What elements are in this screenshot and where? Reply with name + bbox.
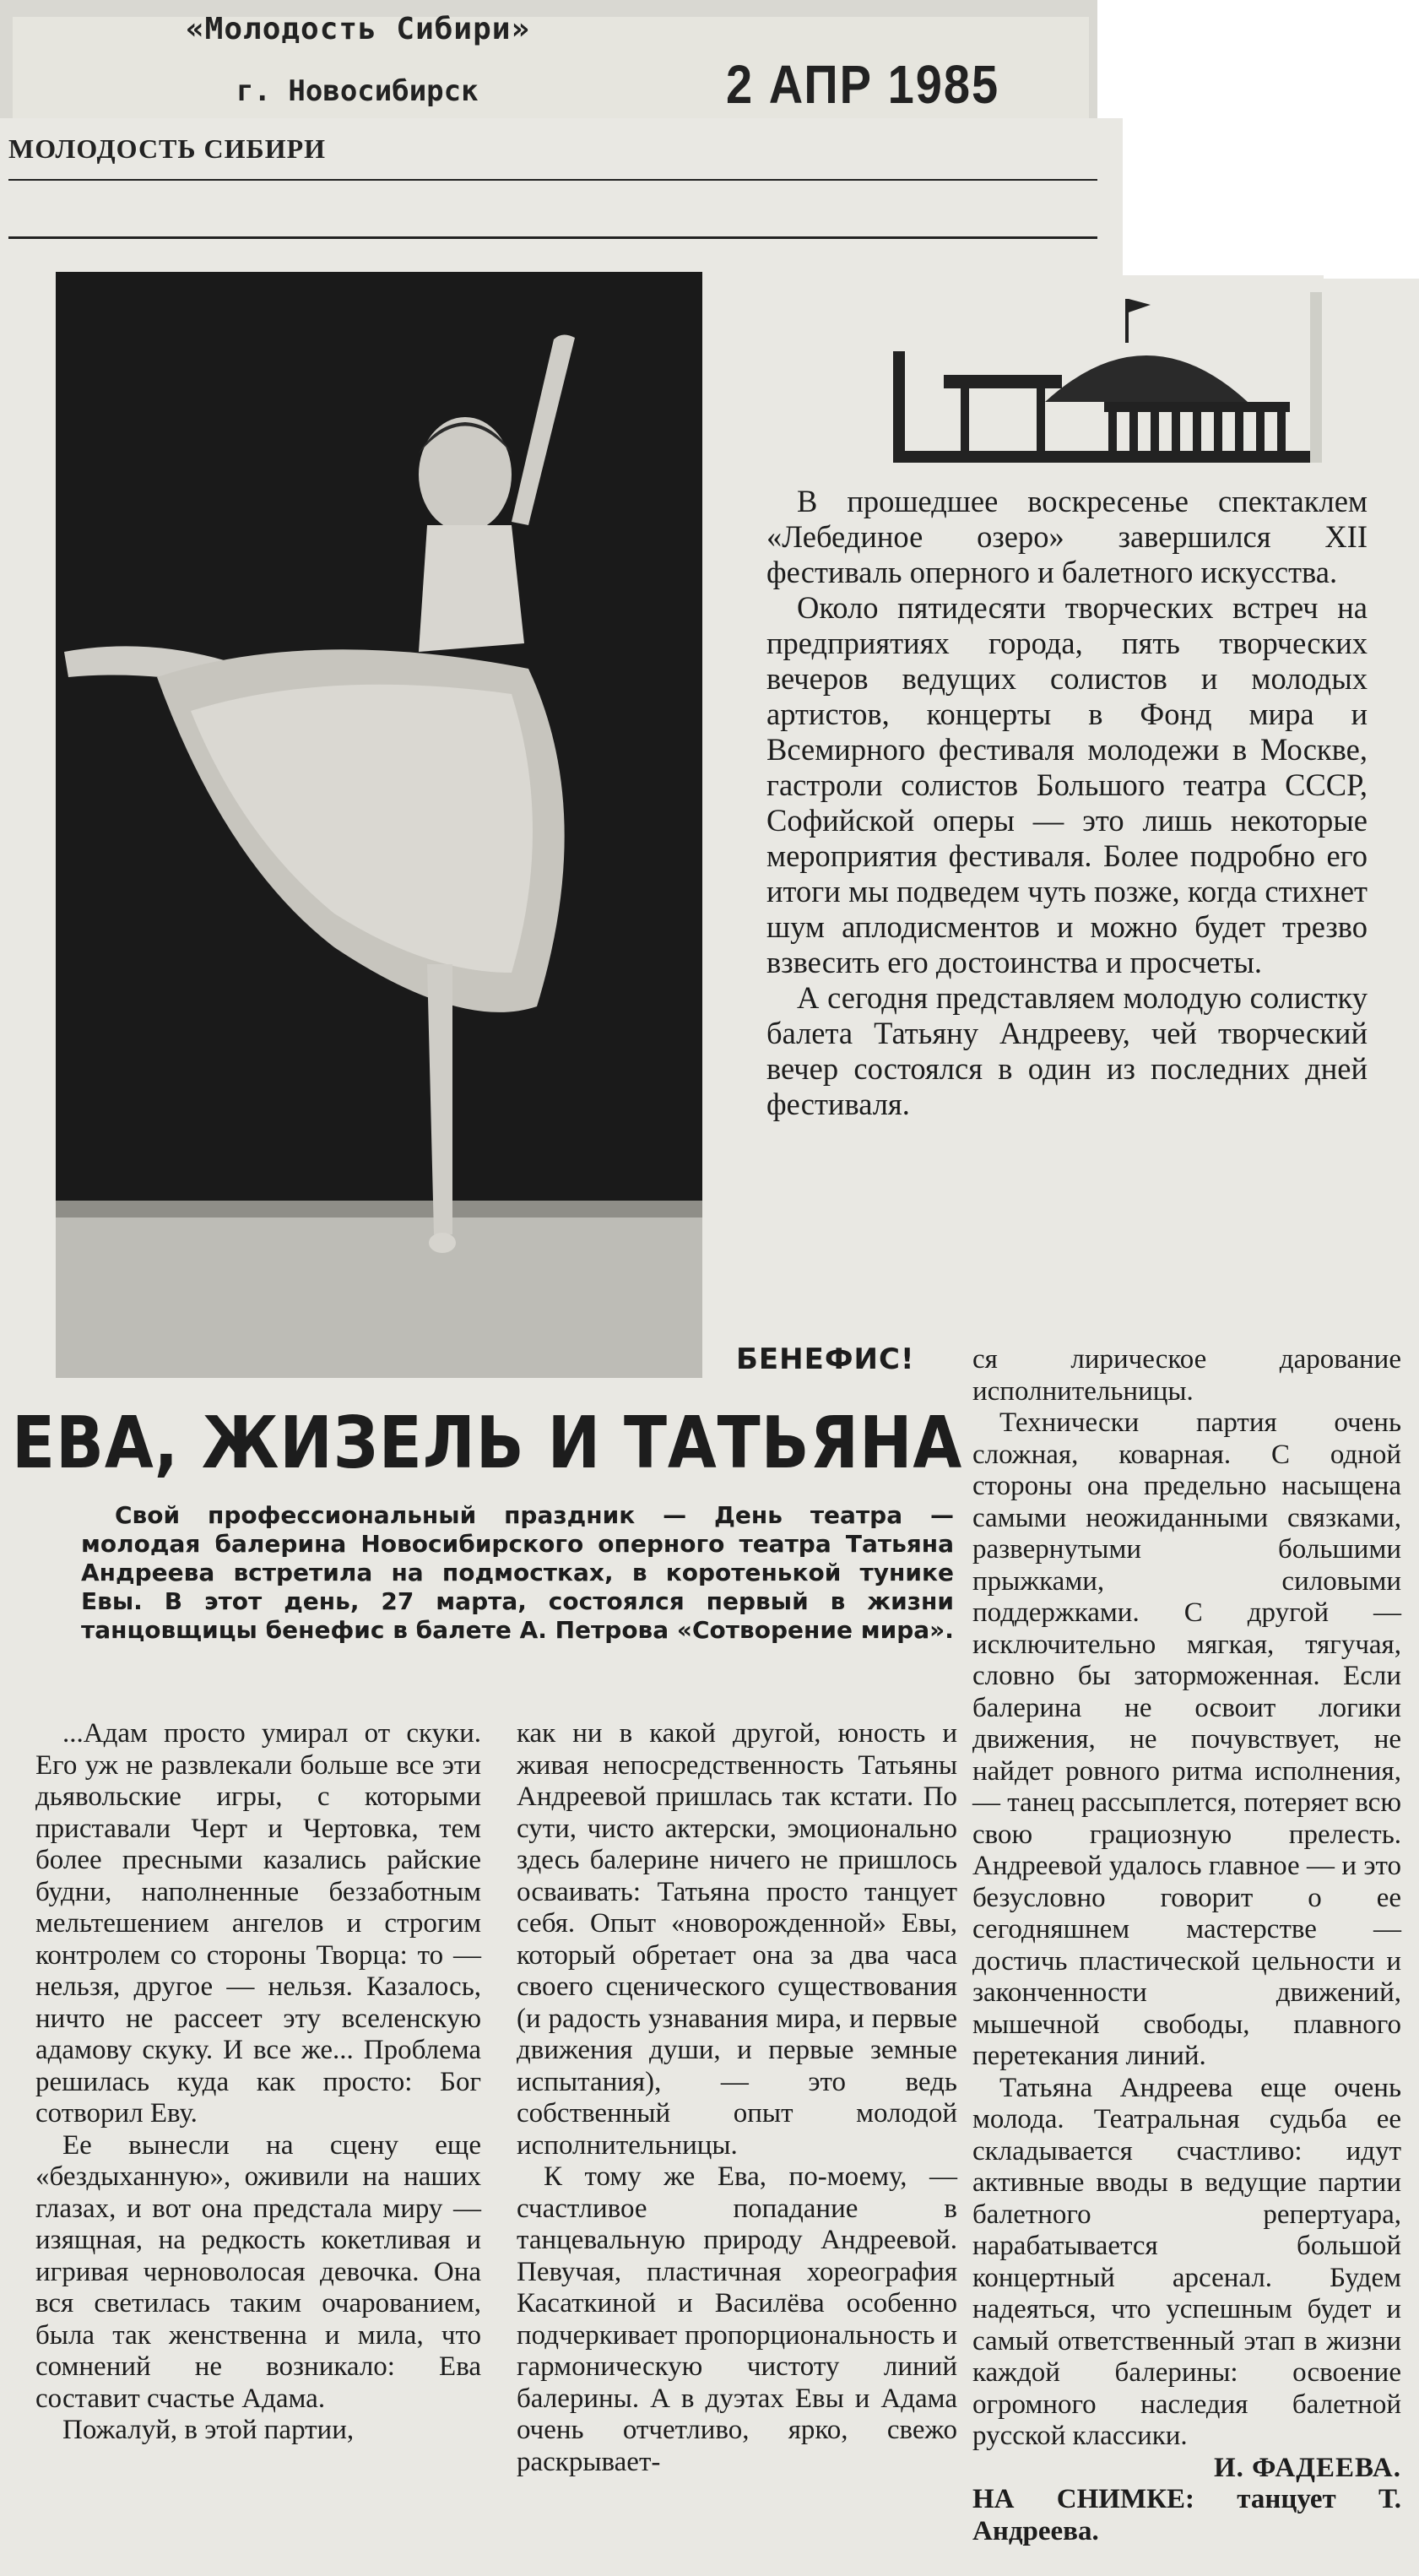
opera-theater-logo [893,275,1324,471]
article-column-2 [517,1718,957,2478]
newspaper-name: МОЛОДОСТЬ СИБИРИ [8,133,327,164]
column-paragraph: Пожалуй, в этой партии, [62,2415,355,2445]
header-rule-lower [8,236,1097,239]
intro-paragraph: А сегодня представляем молодую солистку балета Татьяну Андрееву, чей творческий вечер состоялся в один из последних дней фестиваля. [766,980,1368,1121]
article-headline: ЕВА, ЖИЗЕЛЬ И ТАТЬЯНА [12,1402,963,1485]
article-rubric: БЕНЕФИС! [736,1342,915,1376]
intro-paragraph: В прошедшее воскресенье спектаклем «Лебединое озеро» завершился XII фестиваль оперного и балетного искусства. [766,484,1368,589]
header-rule [8,179,1097,181]
stamp-city: г. Новосибирск [236,74,479,108]
intro-paragraph: Около пятидесяти творческих встреч на предприятиях города, пять творческих вечеров ведущих солистов и молодых артистов, концерты в Фонд мира и Всемирного фестиваля молодежи в Москве, гастроли солистов Большого театра СССР, Софийской оперы — это лишь некоторые мероприятия фестиваля. Более подробно его итоги мы подведем чуть позже, когда стихнет шум аплодисментов и можно будет трезво взвесить его достоинства и просчеты. [766,590,1368,979]
column-paragraph: ...Адам просто умирал от скуки. Его уж не развлекали больше все эти дьявольские игры, с которыми приставали Черт и Чертовка, тем более пресными казались райские будни, наполненные беззаботным мельтешением ангелов и строгим контролем со стороны Творца: то — нельзя, другое — нельзя. Казалось, ничто не рассеет эту вселенскую адамову скуку. И все же... Проблема решилась куда как просто: Бог сотворил Еву. [35,1718,481,2129]
article-column-1 [35,1718,481,2447]
photo-caption: НА СНИМКЕ: танцует Т. Андреева. [972,2484,1401,2546]
ballerina-photo [56,272,702,1378]
column-paragraph: Ее вынесли на сцену еще «бездыханную», оживили на наших глазах, и вот она предстала миру — изящная, на редкость кокетливая и игривая черноволосая девочка. Она вся светилась таким очарованием, была так женственна и мила, что сомнений не возникало: Ева составит счастье Адама. [35,2129,481,2414]
article-column-3 [972,1344,1401,2547]
column-paragraph: Татьяна Андреева еще очень молода. Театральная судьба ее складывается счастливо: идут активные вводы в ведущие партии балетного репертуара, нарабатывается большой концертный арсенал. Будем надеяться, что успешным будет и самый ответственный этап в жизни каждой балерины: освоение огромного наследия балетной русской классики. [972,2072,1401,2451]
stamp-newspaper-name: «Молодость Сибири» [186,12,531,46]
column-paragraph: Технически партия очень сложная, коварная. С одной стороны она предельно насыщена самыми неожиданными связками, развернутыми большими прыжками, силовыми поддержками. С другой — исключительно мягкая, тягучая, словно бы заторможенная. Если балерина не освоит логики движения, не почувствует, не найдет ровного ритма исполнения, — танец рассыплется, потеряет всю свою грациозную прелесть. Андреевой удалось главное — и это безусловно говорит о ее сегодняшнем мастерстве — достичь пластической цельности и законченности движений, мышечной свободы, плавного перетекания линий. [972,1407,1401,2071]
column-paragraph: К тому же Ева, по-моему, — счастливое попадание в танцевальную природу Андреевой. Певучая, пластичная хореография Касаткиной и Василёва особенно подчеркивает пропорциональность и гармоническую чистоту линий балерины. А в дуэтах Евы и Адама очень отчетливо, ярко, свежо раскрывает- [517,2161,957,2477]
column-paragraph: как ни в какой другой, юность и живая непосредственность Татьяны Андреевой пришлась так кстати. По сути, чисто актерски, эмоционально здесь балерине ничего не пришлось осваивать: Татьяна просто танцует себя. Опыт «новорожденной» Евы, который обретает она за два часа своего сценического существования (и радость узнавания мира, и первые движения души, и первые земные испытания), — это ведь собственный опыт молодой исполнительницы. [517,1718,957,2161]
author-signature: И. ФАДЕЕВА. [1213,2452,1401,2483]
article-intro [766,484,1368,1122]
stamp-date: 2 АПР 1985 [726,53,1000,115]
article-lead: Свой профессиональный праздник — День театра — молодая балерина Новосибирского оперного театра Татьяна Андреева встретила на подмостках, в коротенькой тунике Евы. В этот день, 27 марта, состоялся первый в жизни танцовщицы бенефис в балете А. Петрова «Сотворение мира». [81,1501,954,1644]
column-paragraph: ся лирическое дарование исполнительницы. [972,1344,1401,1407]
